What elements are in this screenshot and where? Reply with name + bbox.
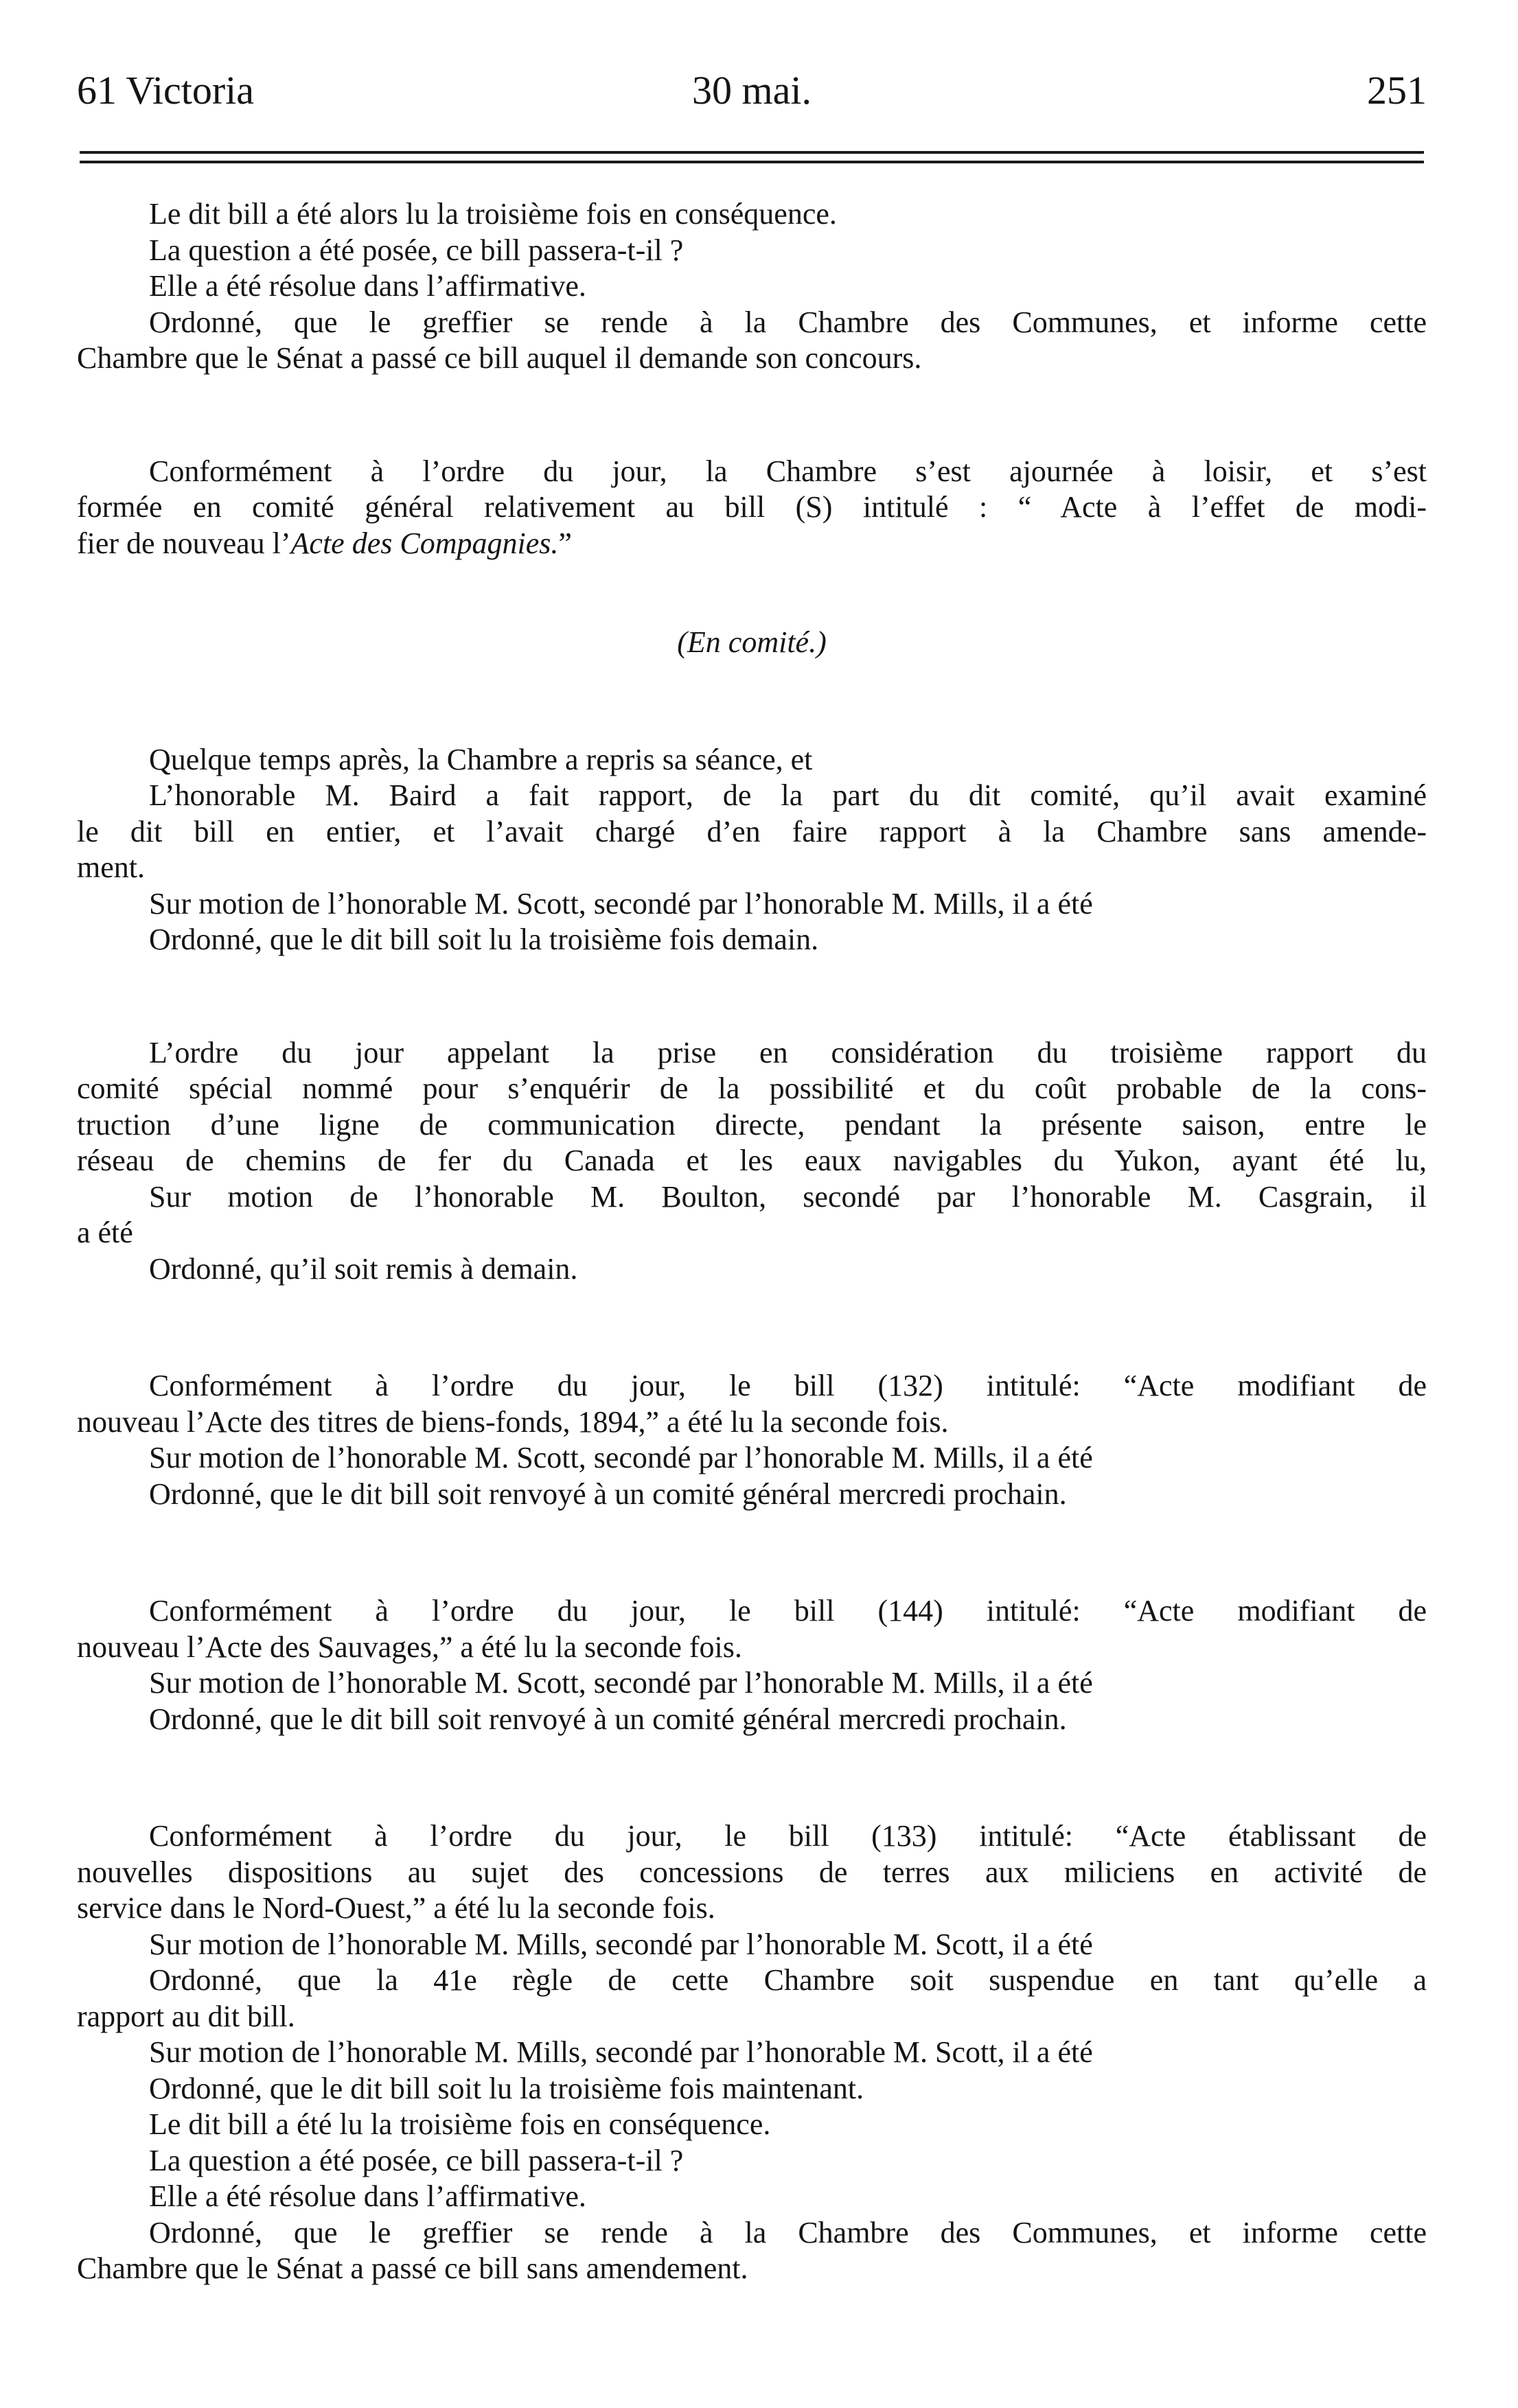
text-line: Conformément à l’ordre du jour, le bill (132) intitulé: “Acte modifiant de [149,1369,1427,1402]
text-line: Ordonné, que le dit bill soit renvoyé à un comité général mercredi prochain. [149,1702,1067,1736]
text-line: La question a été posée, ce bill passera-t-il ? [149,2143,684,2177]
text-line: Ordonné, que la 41e règle de cette Chambre soit suspendue en tant qu’elle a [149,1963,1427,1997]
section-spacer [77,562,1427,625]
text-line: Conformément à l’ordre du jour, le bill (144) intitulé: “Acte modifiant de [149,1594,1427,1628]
committee-heading [77,625,1427,661]
text-line: le dit bill en entier, et l’avait chargé d’en faire rapport à la Chambre sans amende- [77,814,1427,848]
journal-entry [77,1035,1427,1288]
text-line: Ordonné, que le greffier se rende à la Chambre des Communes, et informe cette [149,2215,1427,2249]
text-line: Sur motion de l’honorable M. Scott, secondé par l’honorable M. Mills, il a été [149,1441,1093,1474]
text-line: comité spécial nommé pour s’enquérir de la possibilité et du coût probable de la cons- [77,1072,1427,1105]
section-spacer [77,1512,1427,1593]
text-line: nouveau l’Acte des titres de biens-fonds, 1894,” a été lu la seconde fois. [77,1404,949,1439]
header-rule-top [80,151,1424,154]
text-line: Ordonné, qu’il soit remis à demain. [149,1251,578,1286]
text-line: Ordonné, que le dit bill soit lu la troisième fois maintenant. [149,2071,864,2105]
text-line: nouvelles dispositions au sujet des concessions de terres aux miliciens en activité de [77,1855,1427,1889]
text-line: Chambre que le Sénat a passé ce bill sans amendement. [77,2251,748,2285]
section-spacer [77,377,1427,454]
text-line: Conformément à l’ordre du jour, le bill (133) intitulé: “Acte établissant de [149,1819,1427,1853]
text-line: Sur motion de l’honorable M. Mills, secondé par l’honorable M. Scott, il a été [149,1927,1093,1961]
italic-title: Acte des Compagnies. [290,526,559,560]
header-date: 30 mai. [692,68,812,113]
header-regnal-year: 61 Victoria [77,68,254,113]
text-line: réseau de chemins de fer du Canada et les eaux navigables du Yukon, ayant été lu, [77,1144,1427,1177]
text-line [77,526,1427,562]
text-line: a été [77,1216,133,1249]
section-spacer [77,1737,1427,1818]
text-line: truction d’une ligne de communication directe, pendant la présente saison, entre le [77,1107,1427,1142]
journal-entry [77,1818,1427,2287]
journal-entry [77,1593,1427,1737]
journal-entry [77,1368,1427,1512]
text-line: La question a été posée, ce bill passera-t-il ? [149,233,684,267]
text-line: Le dit bill a été lu la troisième fois en conséquence. [149,2107,771,2141]
text-line: Ordonné, que le dit bill soit renvoyé à un comité général mercredi prochain. [149,1477,1067,1511]
text-line: rapport au dit bill. [77,1999,295,2033]
text-line: Elle a été résolue dans l’affirmative. [149,2179,586,2213]
text-line: Sur motion de l’honorable M. Scott, secondé par l’honorable M. Mills, il a été [149,886,1093,921]
section-spacer [77,1287,1427,1368]
text-segment: ” [558,526,572,560]
journal-entry [77,196,1427,377]
header-page-number: 251 [1367,68,1427,113]
journal-page [77,0,1427,2408]
text-line: Chambre que le Sénat a passé ce bill auquel il demande son concours. [77,341,922,375]
text-line: Ordonné, que le greffier se rende à la Chambre des Communes, et informe cette [149,305,1427,339]
text-line: ment. [77,850,145,884]
section-spacer [77,661,1427,742]
text-line: Sur motion de l’honorable M. Mills, secondé par l’honorable M. Scott, il a été [149,2035,1093,2069]
header-rule-bottom [80,161,1424,163]
page-header [77,63,1427,118]
journal-body [77,196,1427,2287]
text-line: Sur motion de l’honorable M. Scott, secondé par l’honorable M. Mills, il a été [149,1666,1093,1700]
text-line: formée en comité général relativement au bill (S) intitulé : “ Acte à l’effet de modi- [77,490,1427,524]
text-line: L’honorable M. Baird a fait rapport, de la part du dit comité, qu’il avait examiné [149,778,1427,812]
journal-entry [77,454,1427,562]
committee-heading-text: (En comité.) [677,625,827,659]
text-line: Sur motion de l’honorable M. Boulton, secondé par l’honorable M. Casgrain, il [149,1179,1427,1214]
text-line: Elle a été résolue dans l’affirmative. [149,269,586,303]
text-line: service dans le Nord-Ouest,” a été lu la seconde fois. [77,1891,715,1925]
text-segment: fier de nouveau l’ [77,526,291,560]
text-line: Conformément à l’ordre du jour, la Chambre s’est ajournée à loisir, et s’est [149,454,1427,488]
text-line: Le dit bill a été alors lu la troisième fois en conséquence. [149,197,837,231]
text-line: L’ordre du jour appelant la prise en considération du troisième rapport du [149,1035,1427,1069]
text-line: nouveau l’Acte des Sauvages,” a été lu la seconde fois. [77,1630,742,1664]
text-line: Ordonné, que le dit bill soit lu la troisième fois demain. [149,923,819,956]
journal-entry [77,742,1427,958]
text-line: Quelque temps après, la Chambre a repris sa séance, et [149,742,813,776]
section-spacer [77,958,1427,1035]
